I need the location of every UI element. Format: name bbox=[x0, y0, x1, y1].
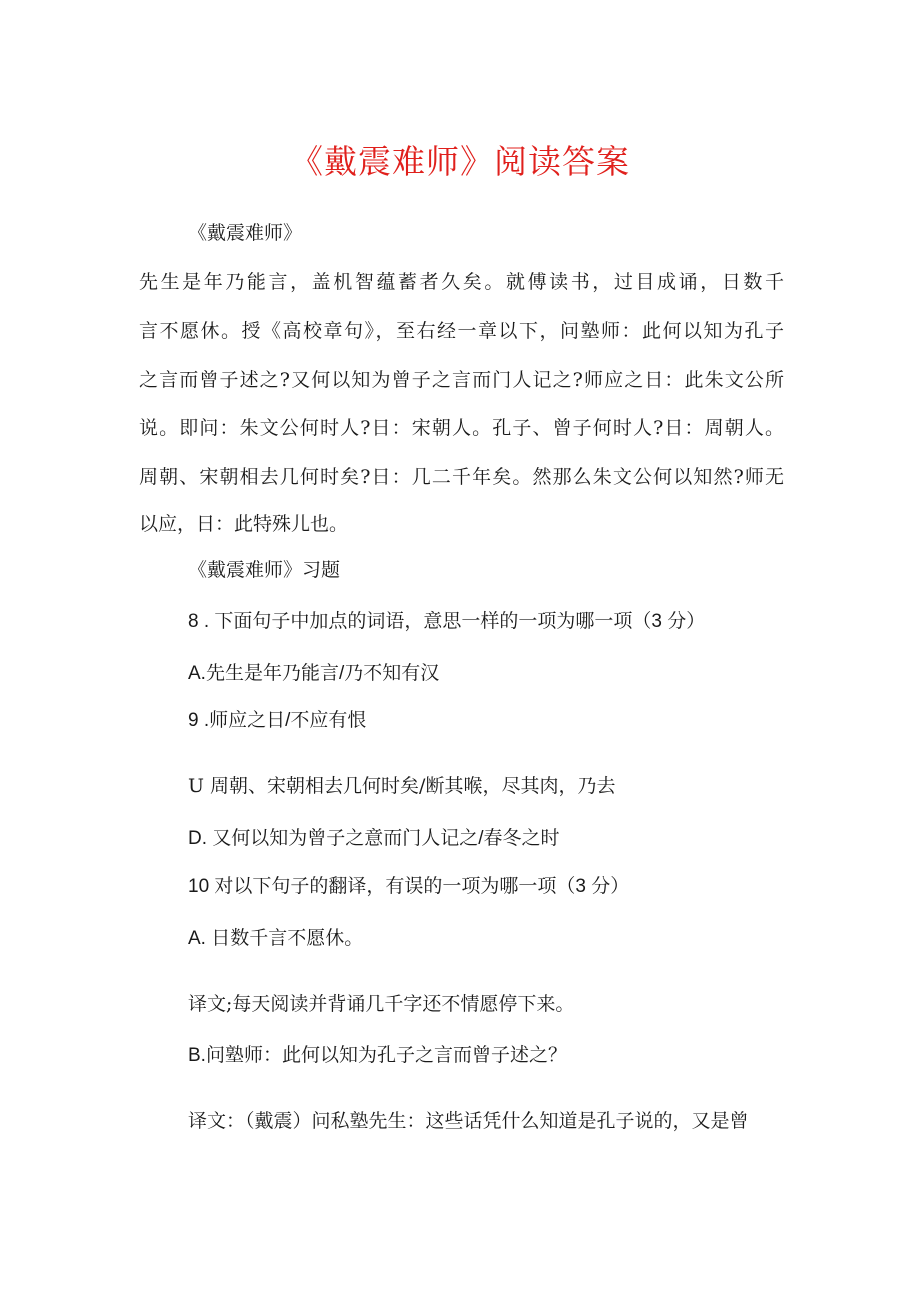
question-8-option-d: D. 又何以知为曾子之意而门人记之/春冬之时 bbox=[188, 828, 560, 849]
question-8: 8 . 下面句子中加点的词语，意思一样的一项为哪一项（3 分） bbox=[188, 611, 706, 632]
question-8-option-b: 9 .师应之日/不应有恨 bbox=[188, 710, 367, 731]
passage-line: 先生是年乃能言，盖机智蕴蓄者久矣。就傅读书，过目成诵，日数千 bbox=[139, 271, 784, 293]
passage-heading: 《戴震难师》 bbox=[188, 222, 303, 244]
question-10: 10 对以下句子的翻译，有误的一项为哪一项（3 分） bbox=[188, 876, 630, 897]
question-10-option-a: A. 日数千言不愿休。 bbox=[188, 928, 364, 949]
question-10-option-b-translation: 译文：（戴震）问私塾先生：这些话凭什么知道是孔子说的，又是曾 bbox=[188, 1110, 749, 1132]
question-10-option-a-translation: 译文;每天阅读并背诵几千字还不情愿停下来。 bbox=[188, 993, 575, 1015]
passage-line: 说。即问：朱文公何时人?日：宋朝人。孔子、曾子何时人?日：周朝人。 bbox=[139, 417, 784, 439]
question-8-option-a: A.先生是年乃能言/乃不知有汉 bbox=[188, 663, 440, 684]
passage-line: 周朝、宋朝相去几何时矣?日：几二千年矣。然那么朱文公何以知然?师无 bbox=[139, 466, 784, 488]
exercise-heading: 《戴震难师》习题 bbox=[188, 559, 341, 581]
question-10-option-b: B.问塾师：此何以知为孔子之言而曾子述之？ bbox=[188, 1045, 567, 1066]
document-title: 《戴震难师》阅读答案 bbox=[290, 142, 630, 181]
passage-line: 之言而曾子述之?又何以知为曾子之言而门人记之?师应之日：此朱文公所 bbox=[139, 369, 784, 391]
question-8-option-c: U 周朝、宋朝相去几何时矣/断其喉，尽其肉，乃去 bbox=[188, 775, 616, 797]
passage-line: 言不愿休。授《高校章句》，至右经一章以下，问塾师：此何以知为孔子 bbox=[139, 320, 784, 342]
passage-line: 以应，日：此特殊儿也。 bbox=[139, 513, 349, 535]
